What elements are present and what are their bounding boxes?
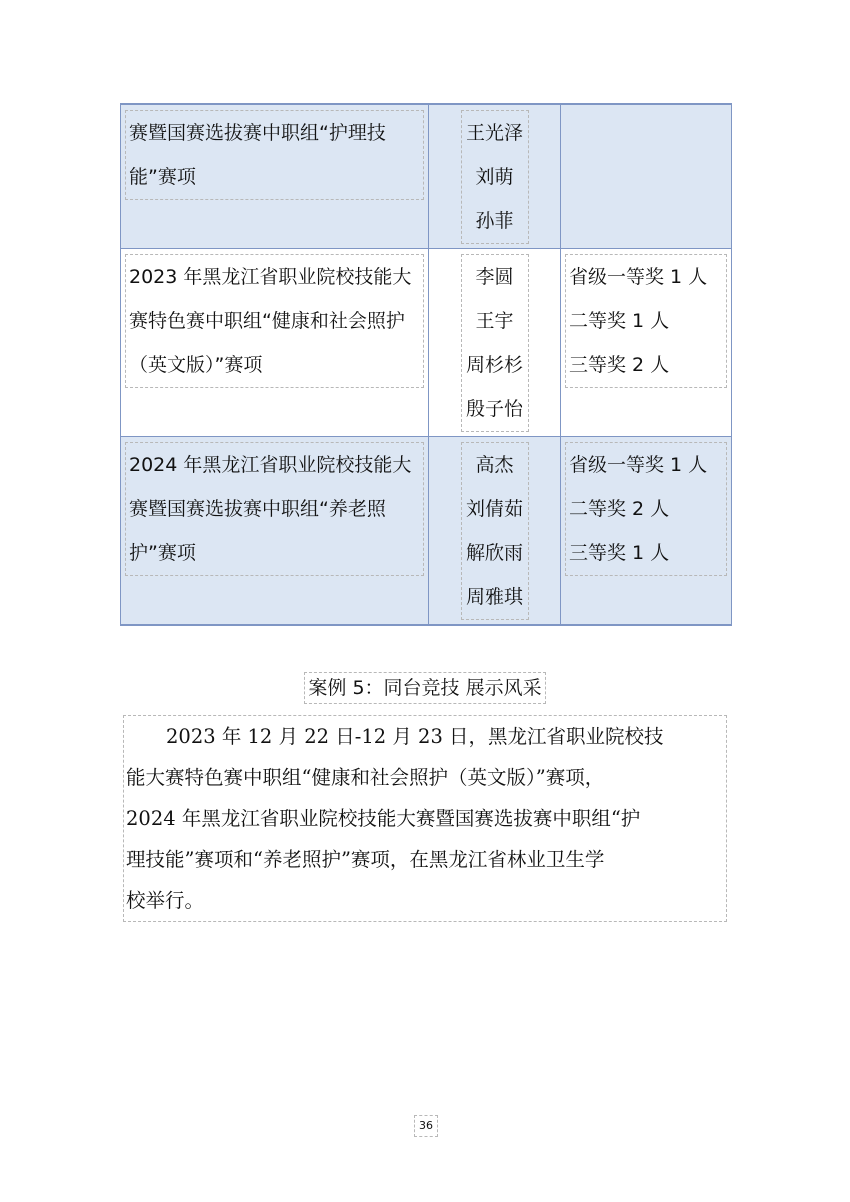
paragraph-line: 理技能”赛项和“养老照护”赛项，在黑龙江省林业卫生学 [126,848,605,871]
table-row [121,437,732,626]
awards-table [120,103,732,626]
paragraph-line: 能大赛特色赛中职组“健康和社会照护（英文版）”赛项， [126,766,605,789]
event-text [125,110,424,200]
award-line: 三等奖 2 人 [569,354,670,376]
event-line: 能”赛项 [129,166,196,188]
paragraph-line: 2024 年黑龙江省职业院校技能大赛暨国赛选拔赛中职组“护 [126,807,641,830]
table-row [121,104,732,249]
names-cell [429,104,561,249]
student-name: 高杰 [475,454,514,476]
names-list [461,110,529,244]
student-name: 王宇 [475,310,514,332]
awards-cell [561,104,732,249]
award-line: 三等奖 1 人 [569,542,670,564]
award-line: 省级一等奖 1 人 [569,266,708,288]
event-cell [121,104,429,249]
event-line: 赛特色赛中职组“健康和社会照护 [129,310,405,332]
award-line: 二等奖 2 人 [569,498,670,520]
event-cell [121,249,429,437]
case-paragraph [123,715,727,922]
awards-cell [561,249,732,437]
student-name: 刘萌 [475,166,514,188]
student-name: 周雅琪 [465,586,523,608]
event-cell [121,437,429,626]
event-text [125,254,424,388]
student-name: 刘倩茹 [465,498,523,520]
awards-list [565,254,727,388]
awards-cell [561,437,732,626]
event-line: 2023 年黑龙江省职业院校技能大 [129,266,412,288]
names-cell [429,249,561,437]
event-line: 2024 年黑龙江省职业院校技能大 [129,454,412,476]
student-name: 孙菲 [475,210,514,232]
event-text [125,442,424,576]
case-heading [0,672,850,704]
student-name: 李圆 [475,266,514,288]
awards-list [565,442,727,576]
student-name: 王光泽 [465,122,523,144]
paragraph-line: 校举行。 [126,889,205,912]
paragraph-line: 2023 年 12 月 22 日-12 月 23 日，黑龙江省职业院校技 [166,725,664,748]
student-name: 解欣雨 [465,542,523,564]
table-row [121,249,732,437]
event-line: 护”赛项 [129,542,196,564]
student-name: 周杉杉 [465,354,523,376]
event-line: 赛暨国赛选拔赛中职组“护理技 [129,122,386,144]
case-title: 案例 5：同台竞技 展示风采 [304,672,545,704]
award-line: 二等奖 1 人 [569,310,670,332]
award-line: 省级一等奖 1 人 [569,454,708,476]
event-line: （英文版）”赛项 [129,354,263,376]
names-cell [429,437,561,626]
student-name: 殷子怡 [465,398,523,420]
names-list [461,442,529,620]
event-line: 赛暨国赛选拔赛中职组“养老照 [129,498,386,520]
names-list [461,254,529,432]
page-number: 36 [414,1115,438,1137]
